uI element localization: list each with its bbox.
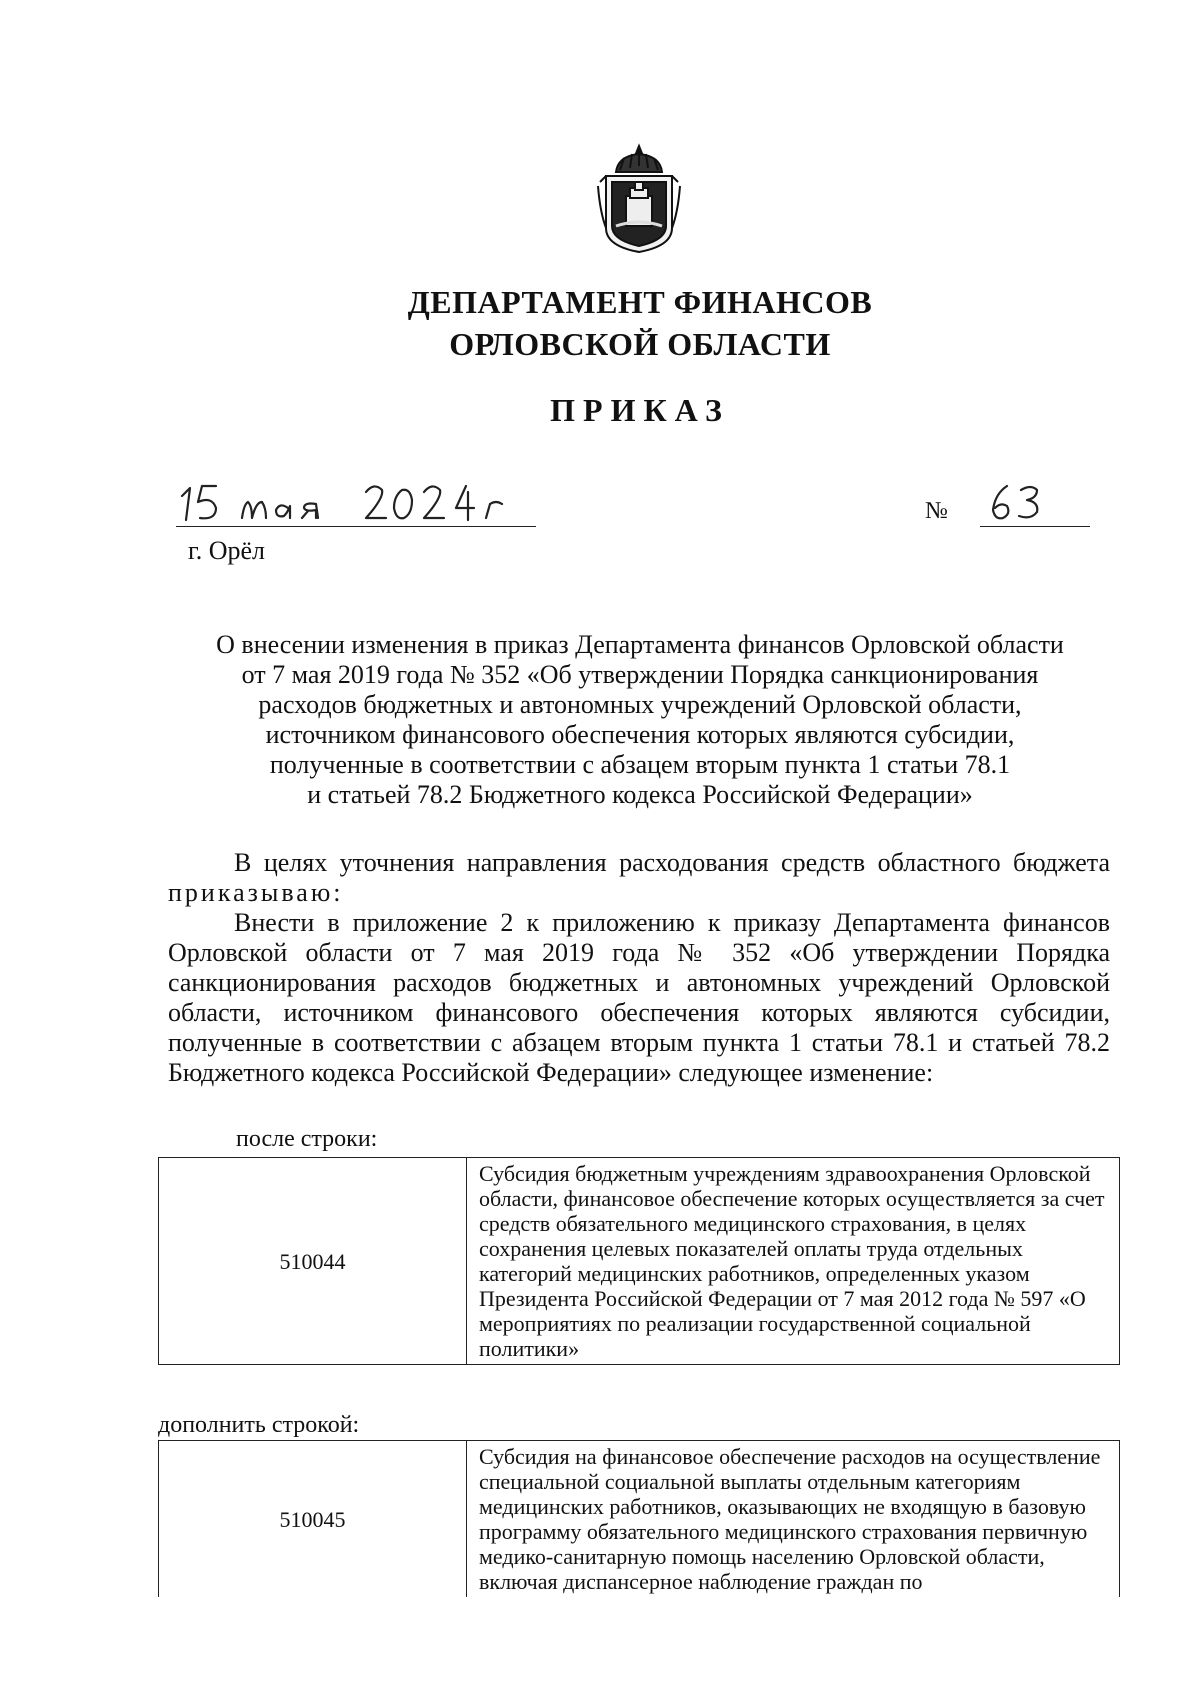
coat-of-arms-icon	[596, 142, 682, 254]
paragraph-purpose	[168, 848, 1110, 908]
order-subject	[180, 630, 1100, 810]
document-type-title: ПРИКАЗ	[550, 392, 730, 428]
handwritten-number	[985, 478, 1065, 526]
after-row-label: после строки:	[236, 1126, 378, 1152]
table-cell-code: 510044	[159, 1158, 467, 1365]
table-cell-code: 510045	[159, 1441, 467, 1598]
handwritten-date	[176, 478, 536, 526]
add-row-label: дополнить строкой:	[158, 1412, 360, 1438]
subject-line: О внесении изменения в приказ Департамента финансов Орловской области	[216, 630, 1064, 659]
department-name-line1: ДЕПАРТАМЕНТ ФИНАНСОВ	[407, 284, 873, 320]
table-row	[159, 1441, 1120, 1598]
table-new-row	[158, 1440, 1120, 1597]
table-row	[159, 1158, 1120, 1365]
ordering-word: приказываю:	[168, 878, 344, 907]
paragraph-text: В целях уточнения направления расходования средств областного бюджета	[234, 848, 1110, 877]
city-name: г. Орёл	[188, 536, 266, 565]
table-existing-row	[158, 1157, 1120, 1365]
paragraph-text: Внести в приложение 2 к приложению к приказу Департамента финансов Орловской области от 7 мая 2019 года № 352 «Об утверждении Порядка санкционирования расходов бюджетных и автономных учреждений Орловской области, источником финансового обеспечения которых являются субсидии, полученные в соответствии с абзацем вторым пункта 1 статьи 78.1 и статьей 78.2 Бюджетного кодекса Российской Федерации» следующее изменение:	[168, 908, 1110, 1087]
table-cell-description: Субсидия бюджетным учреждениям здравоохранения Орловской области, финансовое обеспечение которых осуществляется за счет средств обязательного медицинского страхования, в целях сохранения целевых показателей оплаты труда отдельных категорий медицинских работников, определенных указом Президента Российской Федерации от 7 мая 2012 года № 597 «О мероприятиях по реализации государственной социальной политики»	[467, 1158, 1120, 1365]
subject-line: источником финансового обеспечения которых являются субсидии,	[265, 720, 1015, 749]
department-name-line2: ОРЛОВСКОЙ ОБЛАСТИ	[449, 326, 831, 362]
subject-line: и статьей 78.2 Бюджетного кодекса Российской Федерации»	[307, 780, 973, 809]
date-underline	[176, 526, 536, 527]
subject-line: от 7 мая 2019 года № 352 «Об утверждении Порядка санкционирования	[241, 660, 1039, 689]
table-cell-description: Субсидия на финансовое обеспечение расходов на осуществление специальной социальной выплаты отдельным категориям медицинских работников, оказывающих не входящую в базовую программу обязательного медицинского страхования первичную медико-санитарную помощь населению Орловской области, включая диспансерное наблюдение граждан по	[467, 1441, 1120, 1598]
number-label: №	[925, 498, 948, 524]
subject-line: полученные в соответствии с абзацем вторым пункта 1 статьи 78.1	[269, 750, 1011, 779]
number-underline	[980, 526, 1090, 527]
subject-line: расходов бюджетных и автономных учреждений Орловской области,	[258, 690, 1022, 719]
paragraph-amendment	[168, 908, 1110, 1088]
